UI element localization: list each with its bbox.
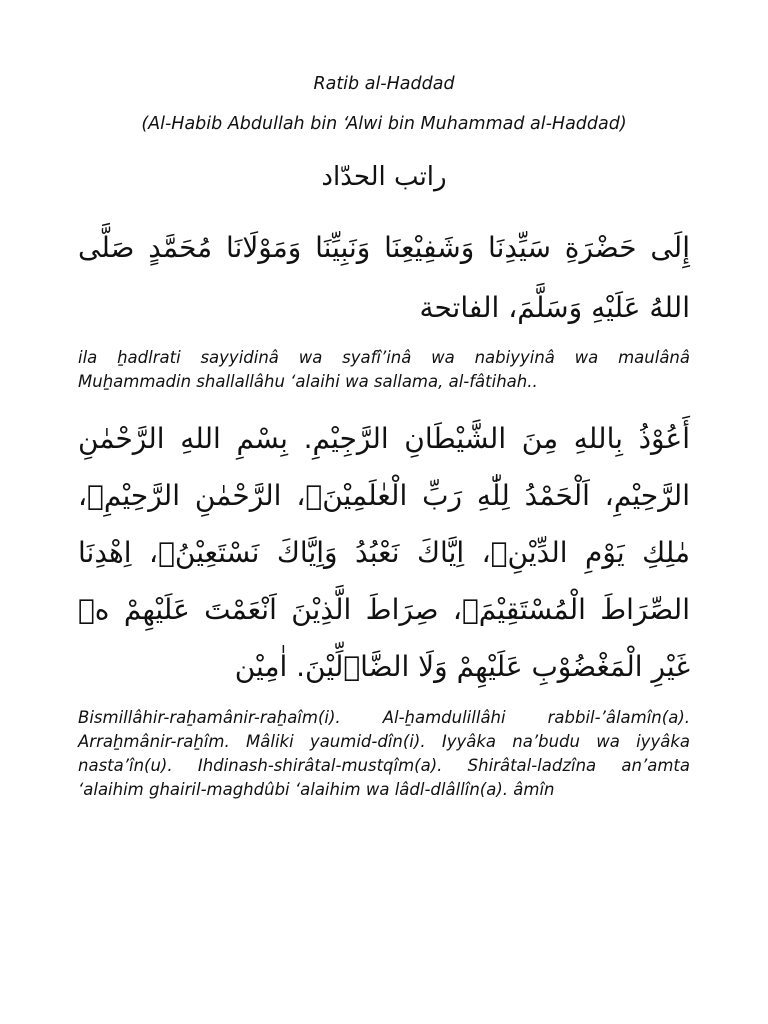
document-author: (Al-Habib Abdullah bin ‘Alwi bin Muhammad al-Haddad) — [141, 114, 627, 134]
document-title: Ratib al-Haddad — [313, 74, 455, 94]
arabic-fatihah-text: أَعُوْذُ بِاللهِ مِنَ الشَّيْطَانِ الرَّجِيْمِ. بِسْمِ اللهِ الرَّحْمٰنِ الرَّحِيْمِ، اَلْحَمْدُ لِلّٰهِ رَبِّ الْعٰلَمِيْنَۙ، الرَّحْمٰنِ الرَّحِيْمِۙ، مٰلِكِ يَوْمِ الدِّيْنِۗ، اِيَّاكَ نَعْبُدُ وَاِيَّاكَ نَسْتَعِيْنُۗ، اِهْدِنَا الصِّرَاطَ الْمُسْتَقِيْمَۙ، صِرَاطَ الَّذِيْنَ اَنْعَمْتَ عَلَيْهِمْ ەۙ غَيْرِ الْمَغْضُوْبِ عَلَيْهِمْ وَلَا الضَّاۤلِّيْنَ. اٰمِيْن — [78, 422, 690, 683]
fatihah-transliteration: Bismillâhir-raẖamânir-raẖaîm(i). Al-ẖamdulillâhi rabbil-’âlamîn(a). Arraẖmânir-raẖîm. Mâliki yaumid-dîn(i). Iyyâka na’budu wa iyyâka nasta’în(u). Ihdinash-shirâtal-mustqîm(a). Shirâtal-ladzîna an’amta ‘alaihim ghairil-maghdûbi ‘alaihim wa lâdl-dlâllîn(a). âmîn — [78, 708, 690, 799]
arabic-dedication-text: إِلَى حَضْرَةِ سَيِّدِنَا وَشَفِيْعِنَا وَنَبِيِّنَا وَمَوْلَانَا مُحَمَّدٍ صَلَّى اللهُ عَلَيْهِ وَسَلَّمَ، الفاتحة — [78, 231, 690, 324]
arabic-title: راتب الحدّاد — [321, 162, 447, 192]
dedication-transliteration: ila ẖadlrati sayyidinâ wa syafî’inâ wa nabiyyinâ wa maulânâ Muẖammadin shallallâhu ‘alaihi wa sallama, al-fâtihah.. — [78, 348, 690, 391]
